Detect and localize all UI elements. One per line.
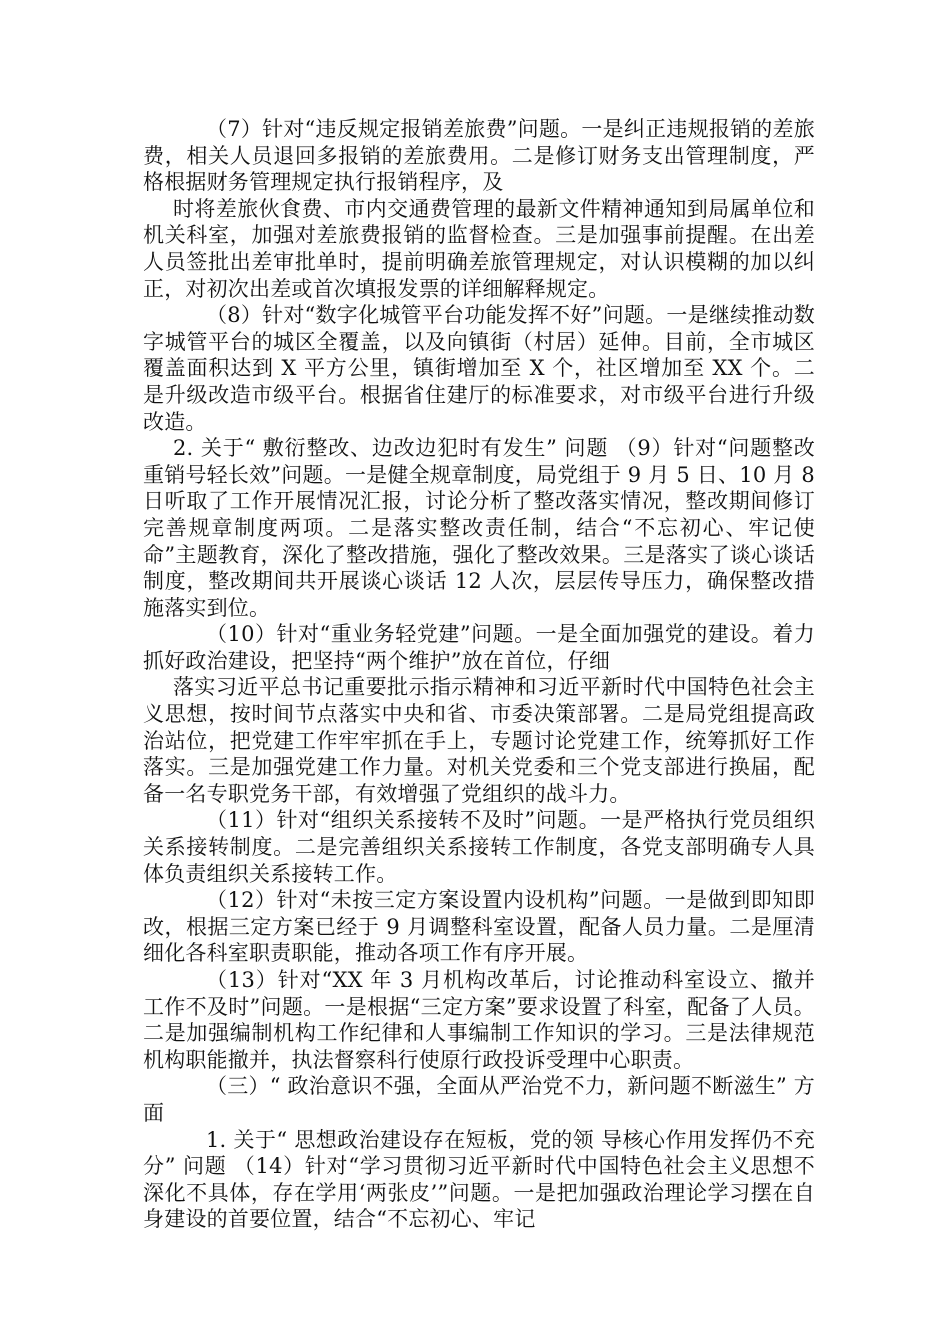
document-body [143, 116, 815, 1233]
paragraph-section-2-item-9: 2. 关于“ 敷衍整改、边改边犯时有发生” 问题 （9）针对“问题整改重销号轻长效”问题。一是健全规章制度，局党组于 9 月 5 日、10 月 8 日听取了工作开展情况汇报，讨论分析了整改落实情况，整改期间修订完善规章制度两项。二是落实整改责任制，结合“不忘初心、牢记使命”主题教育，深化了整改措施，强化了整改效果。三是落实了谈心谈话制度，整改期间共开展谈心谈话 12 人次，层层传导压力，确保整改措施落实到位。 [143, 436, 815, 620]
paragraph-8: （8）针对“数字化城管平台功能发挥不好”问题。一是继续推动数字城管平台的城区全覆盖，以及向镇街（村居）延伸。目前，全市城区覆盖面积达到 X 平方公里，镇街增加至 X 个，社区增加至 XX 个。二是升级改造市级平台。根据省住建厅的标准要求，对市级平台进行升级改造。 [143, 303, 815, 434]
paragraph-10-continued: 落实习近平总书记重要批示指示精神和习近平新时代中国特色社会主义思想，按时间节点落实中央和省、市委决策部署。二是局党组提高政治站位，把党建工作牢牢抓在手上，专题讨论党建工作，统筹抓好工作落实。三是加强党建工作力量。对机关党委和三个党支部进行换届，配备一名专职党务干部，有效增强了党组织的战斗力。 [143, 675, 815, 806]
paragraph-12: （12）针对“未按三定方案设置内设机构”问题。一是做到即知即改，根据三定方案已经于 9 月调整科室设置，配备人员力量。二是厘清细化各科室职责职能，推动各项工作有序开展。 [143, 888, 815, 966]
paragraph-11: （11）针对“组织关系接转不及时”问题。一是严格执行党员组织关系接转制度。二是完善组织关系接转工作制度，各党支部明确专人具体负责组织关系接转工作。 [143, 808, 815, 886]
paragraph-7-continued: 时将差旅伙食费、市内交通费管理的最新文件精神通知到局属单位和机关科室，加强对差旅费报销的监督检查。三是加强事前提醒。在出差人员签批出差审批单时，提前明确差旅管理规定，对认识模糊的加以纠正，对初次出差或首次填报发票的详细解释规定。 [143, 196, 815, 301]
paragraph-13: （13）针对“XX 年 3 月机构改革后，讨论推动科室设立、撤并工作不及时”问题。一是根据“三定方案”要求设置了科室，配备了人员。二是加强编制机构工作纪律和人事编制工作知识的学习。三是法律规范机构职能撤并，执法督察科行使原行政投诉受理中心职责。 [143, 968, 815, 1072]
paragraph-7: （7）针对“违反规定报销差旅费”问题。一是纠正违规报销的差旅费，相关人员退回多报销的差旅费用。二是修订财务支出管理制度，严格根据财务管理规定执行报销程序，及 [143, 117, 815, 195]
paragraph-section-1-item-14: 1. 关于“ 思想政治建设存在短板，党的领 导核心作用发挥仍不充分” 问题 （14）针对“学习贯彻习近平新时代中国特色社会主义思想不深化不具体，存在学用‘两张皮’”问题。一是把加强政治理论学习摆在自身建设的首要位置，结合“不忘初心、牢记 [143, 1127, 815, 1232]
paragraph-10: （10）针对“重业务轻党建”问题。一是全面加强党的建设。着力抓好政治建设，把坚持“两个维护”放在首位，仔细 [143, 622, 815, 673]
section-heading-3: （三）“ 政治意识不强，全面从严治党不力，新问题不断滋生” 方面 [143, 1074, 815, 1125]
